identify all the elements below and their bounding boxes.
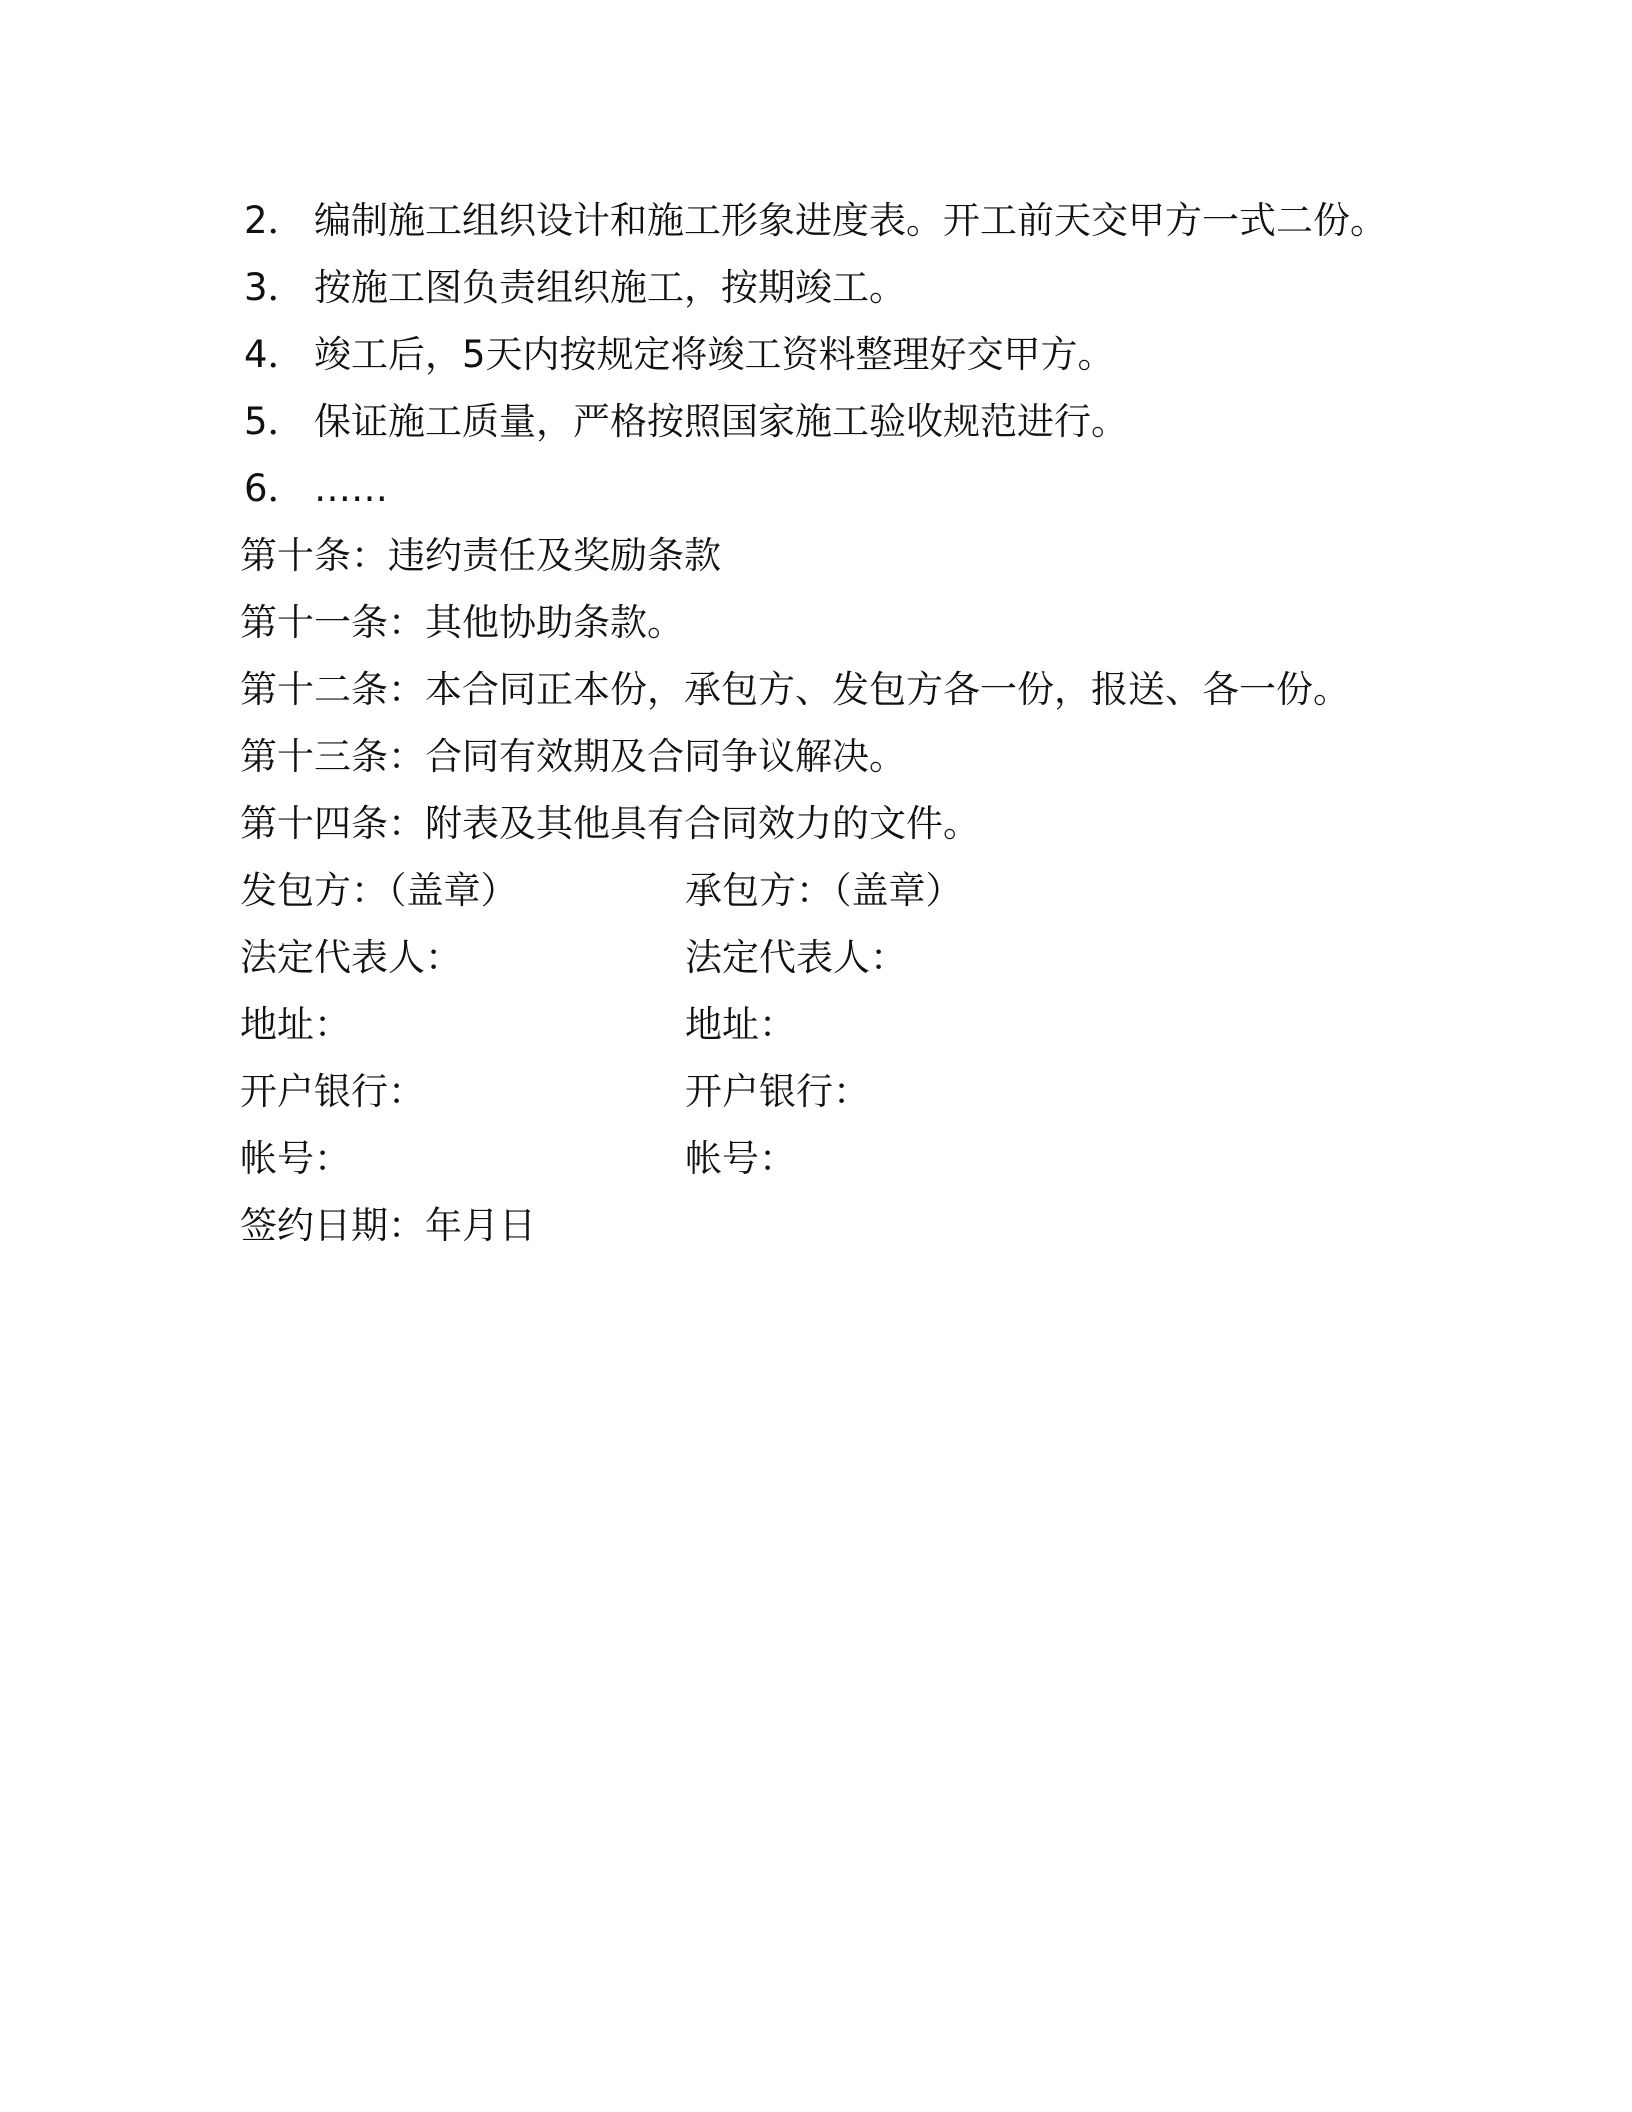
list-item <box>240 254 1400 321</box>
list-item-text: 按施工图负责组织施工，按期竣工。 <box>314 266 906 309</box>
list-item-text: 保证施工质量，严格按照国家施工验收规范进行。 <box>314 400 1128 443</box>
list-item-number: 3． <box>244 266 305 309</box>
article-12: 第十二条：本合同正本份，承包方、发包方各一份，报送、各一份。 <box>240 668 1350 711</box>
employer-account-label: 帐号： <box>240 1137 351 1180</box>
signature-row-party <box>240 857 1400 924</box>
list-item-number: 2． <box>244 199 305 242</box>
employer-representative-label: 法定代表人： <box>240 936 462 979</box>
employer-seal-label: 发包方：（盖章） <box>240 869 518 912</box>
list-item-text: 编制施工组织设计和施工形象进度表。开工前天交甲方一式二份。 <box>314 199 1387 242</box>
contractor-representative-label: 法定代表人： <box>685 936 907 979</box>
sign-date-label: 签约日期：年月日 <box>240 1204 536 1247</box>
list-item-number: 5． <box>244 400 305 443</box>
list-item <box>240 455 1400 522</box>
list-item-text: …… <box>314 467 388 510</box>
signature-row-address <box>240 991 1400 1058</box>
list-item-number: 6． <box>244 467 305 510</box>
contractor-seal-label: 承包方：（盖章） <box>685 869 963 912</box>
article-10: 第十条：违约责任及奖励条款 <box>240 534 721 577</box>
signature-row-bank <box>240 1058 1400 1125</box>
contractor-account-label: 帐号： <box>685 1137 796 1180</box>
contractor-address-label: 地址： <box>685 1003 796 1046</box>
list-item <box>240 321 1400 388</box>
employer-bank-label: 开户银行： <box>240 1070 425 1113</box>
list-item-text: 竣工后，5天内按规定将竣工资料整理好交甲方。 <box>314 333 1115 376</box>
article-11: 第十一条：其他协助条款。 <box>240 601 684 644</box>
contract-body <box>240 187 1400 1259</box>
signature-row-account <box>240 1125 1400 1192</box>
employer-address-label: 地址： <box>240 1003 351 1046</box>
article-14: 第十四条：附表及其他具有合同效力的文件。 <box>240 802 980 845</box>
list-item-number: 4． <box>244 333 305 376</box>
signature-row-representative <box>240 924 1400 991</box>
list-item <box>240 388 1400 455</box>
contractor-bank-label: 开户银行： <box>685 1070 870 1113</box>
list-item <box>240 187 1400 254</box>
article-13: 第十三条：合同有效期及合同争议解决。 <box>240 735 906 778</box>
